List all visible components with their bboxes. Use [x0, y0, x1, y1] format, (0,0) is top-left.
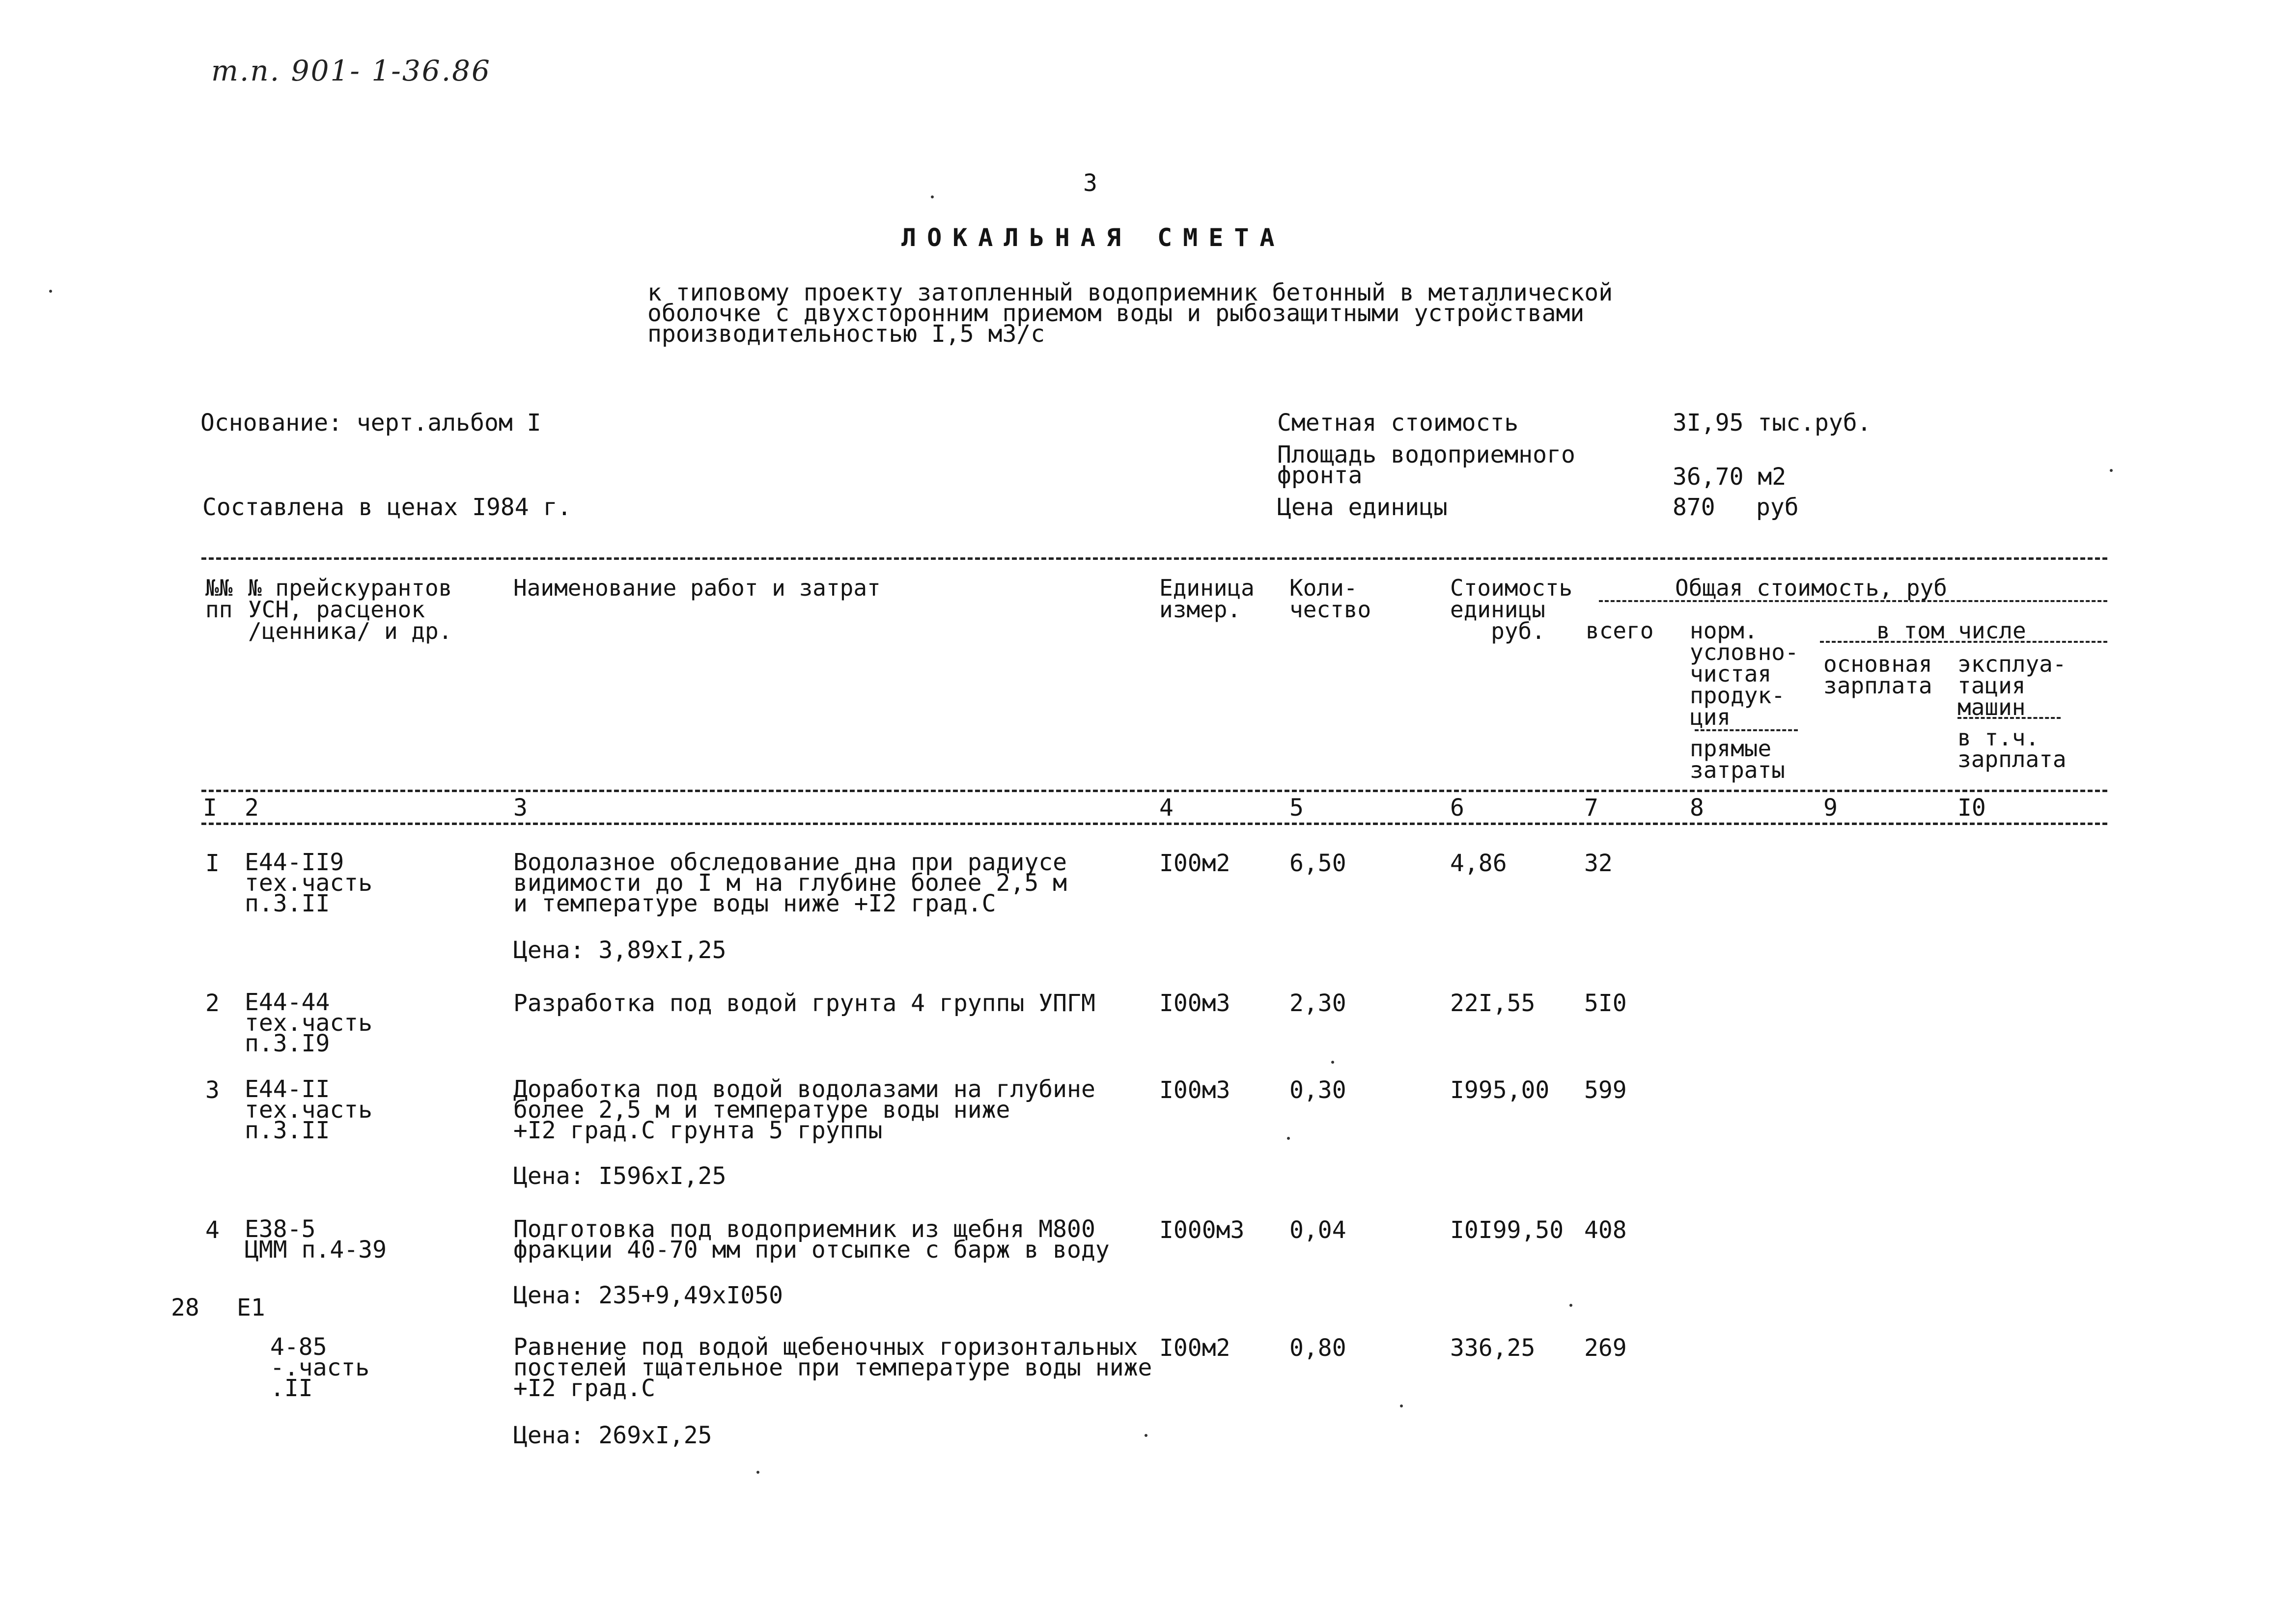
scan-speck [1400, 1404, 1403, 1407]
row-price-formula: Цена: I596хI,25 [513, 1162, 727, 1190]
header-norm: норм. условно- чистая продук- ция [1690, 617, 1799, 730]
row-quantity: 0,04 [1289, 1216, 1346, 1244]
estimated-cost-label: Сметная стоимость [1277, 409, 1519, 437]
row-unit: I00м3 [1159, 990, 1230, 1017]
header-bottom-rule [201, 790, 2107, 792]
row-quantity: 0,30 [1289, 1076, 1346, 1104]
row-work-name: Разработка под водой грунта 4 группы УПГМ [513, 990, 1095, 1017]
row-total: 269 [1584, 1334, 1627, 1362]
col-number-3: 3 [513, 794, 528, 822]
row-price-code: Е44-II9 тех.часть п.3.II [245, 849, 373, 917]
col-number-1: I [203, 794, 217, 822]
row-number: 3 [205, 1076, 220, 1104]
row-unit: I00м3 [1159, 1076, 1230, 1104]
row-total: 32 [1584, 850, 1613, 877]
col-number-4: 4 [1159, 794, 1174, 822]
row-number: 4 [205, 1216, 220, 1244]
row-unit: I00м2 [1159, 1334, 1230, 1362]
col-number-5: 5 [1289, 794, 1304, 822]
header-including: в том числе [1876, 617, 2026, 644]
row-price-formula: Цена: 235+9,49хI050 [513, 1282, 783, 1309]
scan-speck [756, 1471, 759, 1474]
document-subtitle: к типовому проекту затопленный водоприемник бетонный в металлической оболочке с двухсторонним приемом воды и рыбозащитными устройствами производительностью I,5 м3/с [647, 279, 1613, 348]
row-quantity: 0,80 [1289, 1334, 1346, 1362]
unit-price-label: Цена единицы [1277, 494, 1448, 521]
handwritten-document-number: т.п. 901- 1-36.86 [211, 54, 491, 87]
scan-speck [2110, 469, 2113, 472]
table-top-rule [201, 557, 2107, 560]
row-price-formula: Цена: 3,89хI,25 [513, 936, 727, 964]
row-work-name: Доработка под водой водолазами на глубине более 2,5 м и температуре воды ниже +I2 град.С грунта 5 группы [513, 1075, 1095, 1144]
header-work-name: Наименование работ и затрат [513, 575, 881, 601]
prices-year-label: Составлена в ценах I984 г. [202, 494, 572, 521]
col-number-9: 9 [1823, 794, 1838, 822]
intake-area-label: Площадь водоприемного фронта [1277, 441, 1575, 489]
row-quantity: 2,30 [1289, 990, 1346, 1017]
unit-price-value: 870 [1673, 494, 1715, 521]
header-machine-operation: эксплуа- тация машин [1957, 651, 2067, 720]
header-num: №№ пп [205, 575, 233, 623]
row-unit-cost: I995,00 [1450, 1076, 1550, 1104]
row-unit-cost: 22I,55 [1450, 990, 1536, 1017]
row-price-code: 4-85 -.часть .II [270, 1333, 370, 1402]
header-quantity: Коли- чество [1289, 575, 1371, 623]
scan-speck [49, 290, 52, 293]
scan-speck [931, 195, 934, 198]
header-basic-salary: основная зарплата [1823, 651, 1932, 699]
intake-area-value: 36,70 м2 [1673, 463, 1787, 491]
row-unit: I00м2 [1159, 850, 1230, 877]
header-direct-costs: прямые затраты [1690, 735, 1785, 783]
row-price-code: Е38-5 ЦММ п.4-39 [245, 1215, 387, 1264]
header-machine-salary: в т.ч. зарплата [1957, 724, 2067, 772]
unit-price-unit: руб [1756, 494, 1799, 521]
scan-speck [1287, 1137, 1290, 1140]
row-price-formula: Цена: 269хI,25 [513, 1422, 712, 1449]
document-title: ЛОКАЛЬНАЯ СМЕТА [901, 223, 1286, 252]
row-number: I [205, 850, 220, 877]
row-total: 599 [1584, 1076, 1627, 1104]
col-number-6: 6 [1450, 794, 1464, 822]
scan-speck [1569, 1304, 1572, 1307]
col-number-2: 2 [245, 794, 259, 822]
scan-speck [1145, 1434, 1147, 1437]
row-unit-cost: 336,25 [1450, 1334, 1536, 1362]
basis-label: Основание: черт.альбом I [200, 409, 541, 437]
margin-number: 28 [171, 1294, 199, 1321]
estimated-cost-value: 3I,95 тыс.руб. [1673, 409, 1872, 437]
row-total: 408 [1584, 1216, 1627, 1244]
row-quantity: 6,50 [1289, 850, 1346, 877]
row-unit-cost: 4,86 [1450, 850, 1507, 877]
header-unit: Единица измер. [1159, 575, 1255, 623]
column-numbers-rule [201, 823, 2107, 825]
row-number: 2 [205, 990, 220, 1017]
row-price-code: Е44-II тех.часть п.3.II [245, 1075, 373, 1144]
page-number: 3 [1083, 169, 1097, 197]
col-number-8: 8 [1690, 794, 1704, 822]
row-unit-cost: I0I99,50 [1450, 1216, 1564, 1244]
scan-speck [1331, 1061, 1334, 1064]
header-total-all: всего [1586, 617, 1654, 644]
row-work-name: Водолазное обследование дна при радиусе видимости до I м на глубине более 2,5 м и температуре воды ниже +I2 град.С [513, 849, 1067, 917]
col-number-10: I0 [1957, 794, 1986, 822]
header-unit-cost: Стоимость единицы руб. [1450, 575, 1573, 644]
margin-code: Е1 [237, 1294, 265, 1321]
row-total: 5I0 [1584, 990, 1627, 1017]
row-work-name: Подготовка под водоприемник из щебня М800 фракции 40-70 мм при отсыпке с барж в воду [513, 1215, 1110, 1264]
row-unit: I000м3 [1159, 1216, 1245, 1244]
row-price-code: Е44-44 тех.часть п.3.I9 [245, 989, 373, 1057]
header-price-list: № прейскурантов УСН, расценок /ценника/ и др. [248, 575, 452, 644]
header-total-cost: Общая стоимость, руб [1675, 575, 1947, 601]
row-work-name: Равнение под водой щебеночных горизонтальных постелей тщательное при температуре воды ниже +I2 град.С [513, 1333, 1152, 1402]
col-number-7: 7 [1584, 794, 1598, 822]
